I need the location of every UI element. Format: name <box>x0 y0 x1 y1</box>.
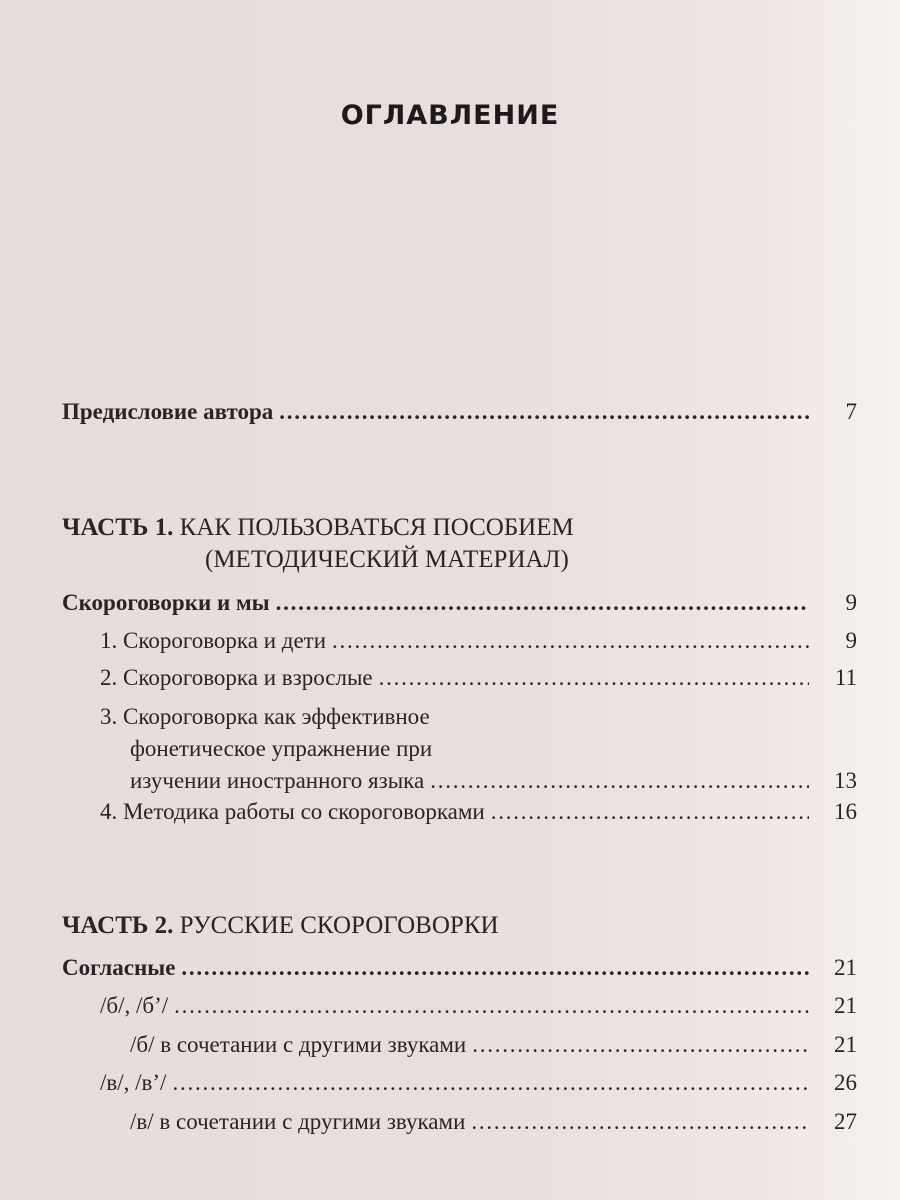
part2-heading <box>62 910 499 942</box>
toc-label: 4. Методика работы со скороговорками <box>100 799 485 824</box>
toc-label: 1. Скороговорка и дети <box>100 628 327 653</box>
toc-label: Согласные <box>62 955 176 980</box>
part-title: КАК ПОЛЬЗОВАТЬСЯ ПОСОБИЕМ <box>179 514 574 541</box>
dot-leader <box>174 991 809 1021</box>
toc-label: Скороговорки и мы <box>62 590 270 615</box>
toc-page: 7 <box>845 399 857 424</box>
toc-label: изучении иностранного языка <box>130 768 425 793</box>
toc-page: 27 <box>834 1109 857 1134</box>
dot-leader <box>332 626 809 656</box>
part1-heading <box>62 512 574 544</box>
toc-page: 11 <box>834 665 857 690</box>
toc-entry[interactable] <box>130 1107 857 1137</box>
toc-entry[interactable] <box>130 1030 857 1060</box>
part1-heading-line2: (МЕТОДИЧЕСКИЙ МАТЕРИАЛ) <box>205 546 569 573</box>
dot-leader <box>430 766 809 796</box>
toc-entry[interactable] <box>100 626 857 656</box>
toc-page: 9 <box>845 590 857 615</box>
toc-entry[interactable] <box>100 991 857 1021</box>
dot-leader <box>379 663 809 693</box>
toc-label: /в/, /в’/ <box>100 1070 167 1095</box>
toc-page: 13 <box>834 768 857 793</box>
toc-entry[interactable] <box>130 766 857 796</box>
page-title: ОГЛАВЛЕНИЕ <box>340 100 560 131</box>
dot-leader <box>279 397 809 427</box>
toc-entry[interactable] <box>100 1068 857 1098</box>
toc-entry[interactable] <box>100 663 857 693</box>
toc-entry[interactable] <box>100 797 857 827</box>
toc-section[interactable] <box>62 953 857 983</box>
toc-label: /в/ в сочетании с другими звуками <box>130 1109 466 1134</box>
toc-page: 21 <box>834 1032 857 1057</box>
part-number: ЧАСТЬ 1. <box>62 514 174 541</box>
dot-leader <box>491 797 809 827</box>
toc-entry-line: фонетическое упражнение при <box>130 736 433 761</box>
dot-leader <box>471 1107 809 1137</box>
toc-page: 9 <box>845 628 857 653</box>
toc-label: /б/, /б’/ <box>100 993 169 1018</box>
toc-label: /б/ в сочетании с другими звуками <box>130 1032 467 1057</box>
toc-page: 26 <box>834 1070 857 1095</box>
dot-leader <box>181 953 809 983</box>
toc-section[interactable] <box>62 588 857 618</box>
part-number: ЧАСТЬ 2. <box>62 912 174 939</box>
toc-entry-line: 3. Скороговорка как эффективное <box>100 704 430 729</box>
toc-page: 21 <box>834 993 857 1018</box>
toc-page: 21 <box>834 955 857 980</box>
toc-label: 2. Скороговорка и взрослые <box>100 665 373 690</box>
toc-entry-preface[interactable] <box>62 397 857 427</box>
toc-label: Предисловие автора <box>62 399 274 424</box>
toc-page: 16 <box>834 799 857 824</box>
dot-leader <box>276 588 809 618</box>
dot-leader <box>472 1030 809 1060</box>
dot-leader <box>172 1068 809 1098</box>
part-title: РУССКИЕ СКОРОГОВОРКИ <box>179 912 499 939</box>
